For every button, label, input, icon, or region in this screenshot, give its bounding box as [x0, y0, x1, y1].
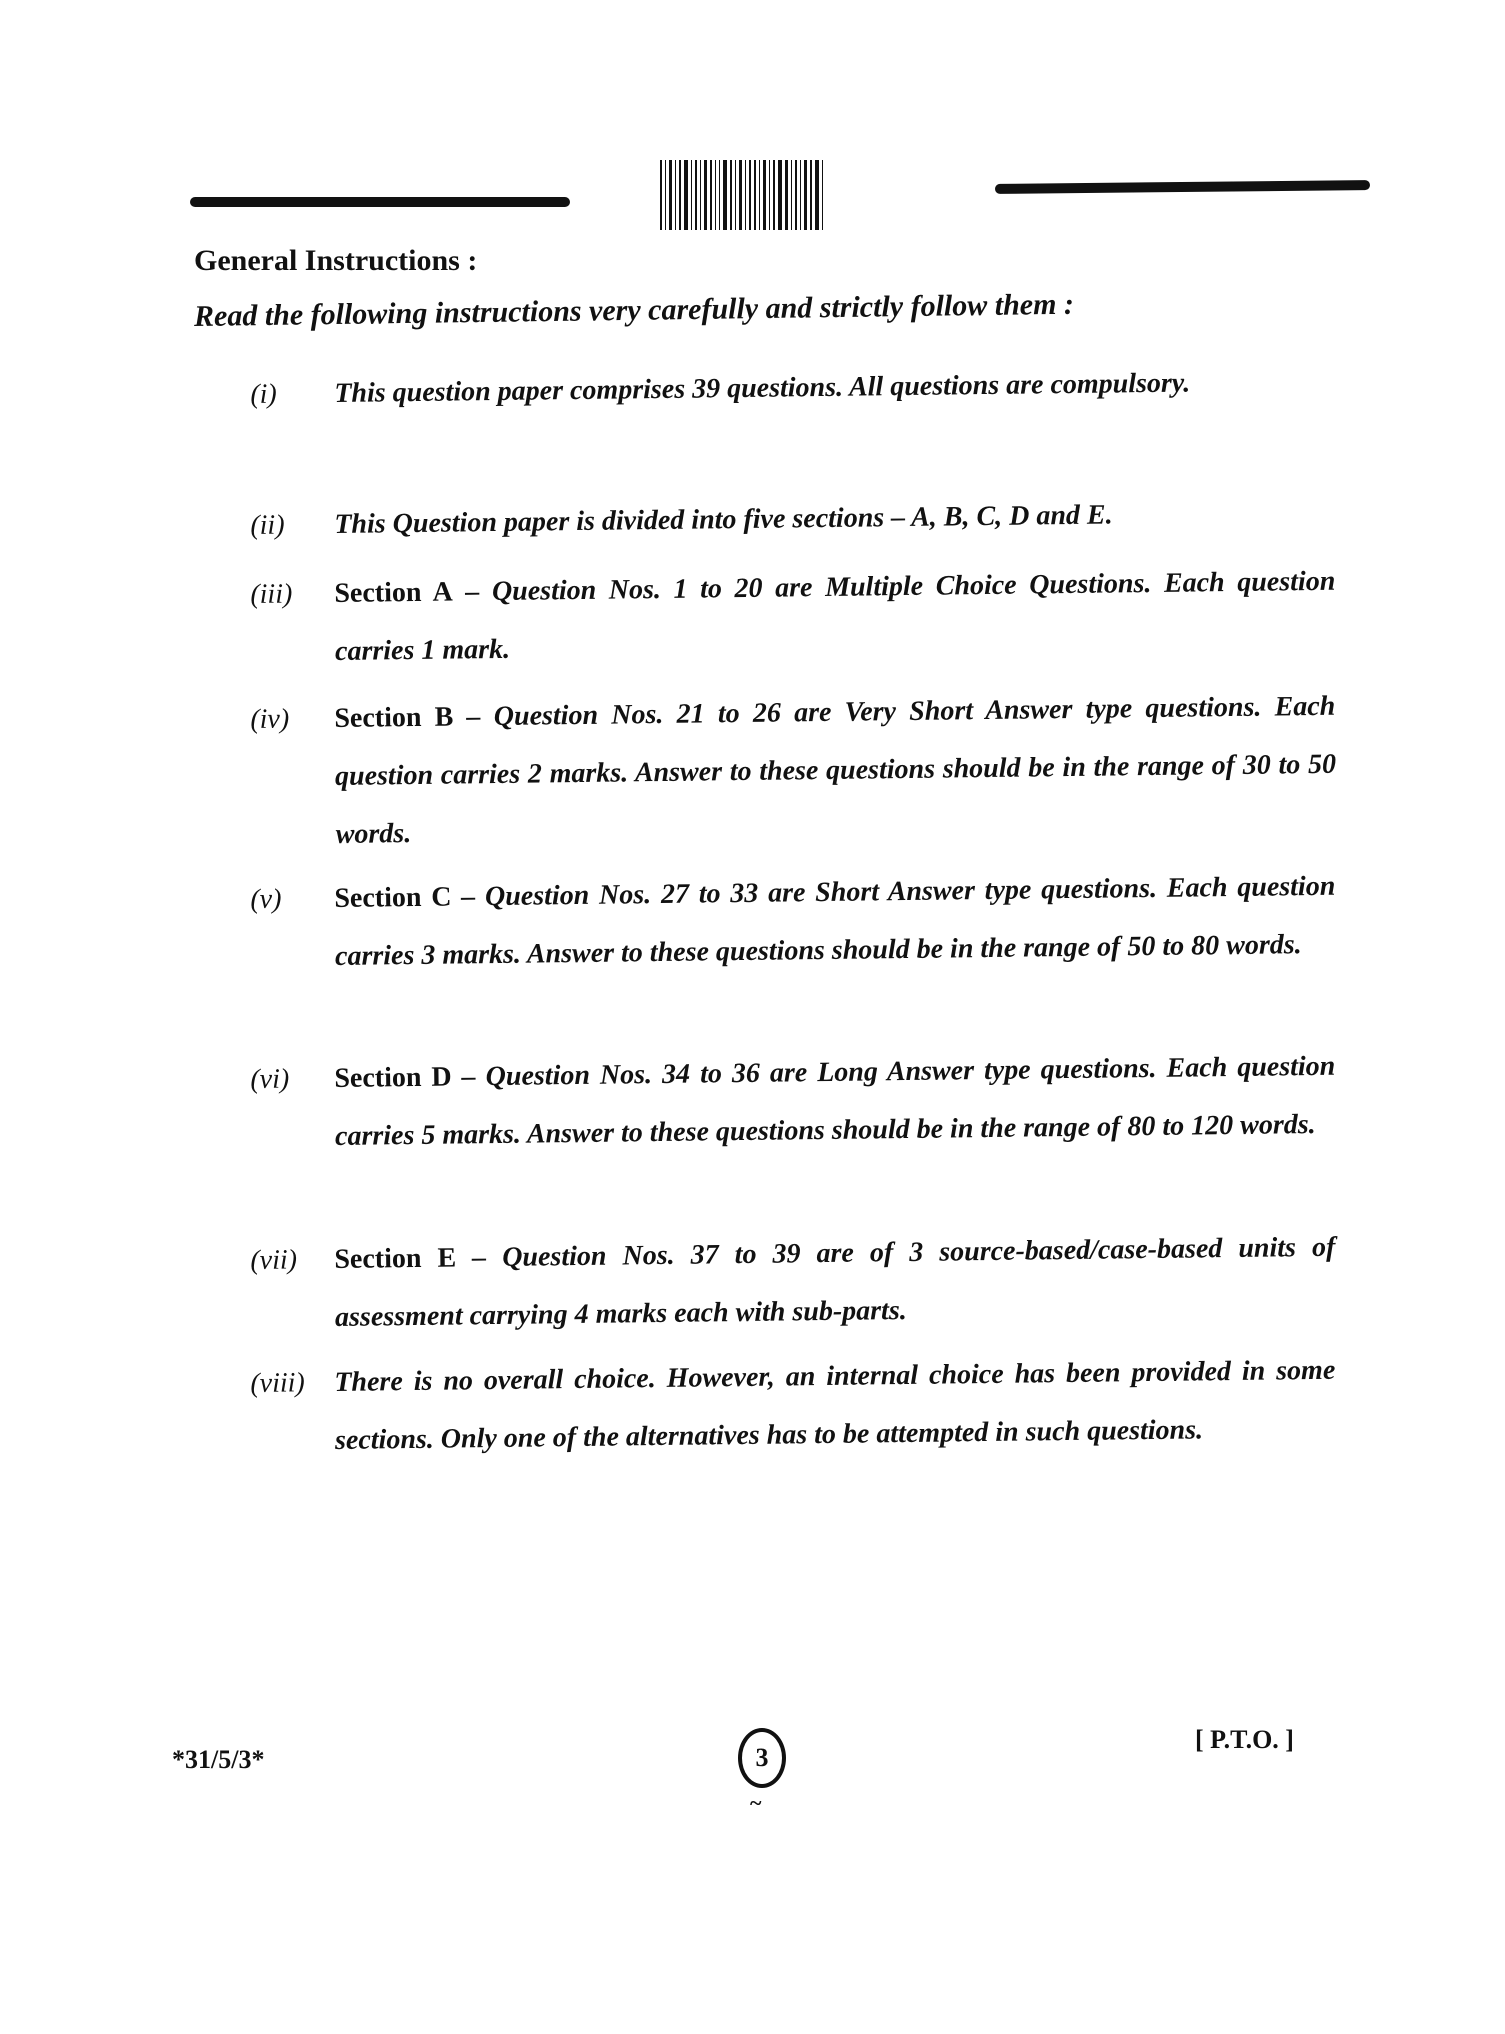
item-text: – Question Nos. 34 to 36 are Long Answer type questions. Each question carries 5 marks. Answer to these questions should be in the range of 80 to 120 words. [334, 1050, 1336, 1152]
instruction-item [250, 484, 1336, 555]
item-text: – Question Nos. 21 to 26 are Very Short Answer type questions. Each question carries 2 marks. Answer to these questions should be in the range of 30 to 50 words. [334, 690, 1337, 850]
header-rule-left [190, 197, 570, 207]
item-text: – Question Nos. 27 to 33 are Short Answer type questions. Each question carries 3 marks. Answer to these questions should be in the range of 50 to 80 words. [334, 870, 1336, 972]
instruction-item [250, 858, 1336, 987]
instruction-item [250, 1038, 1336, 1167]
tilde-mark: ~ [750, 1790, 762, 1815]
page-number: 3 [738, 1728, 786, 1788]
general-instructions-heading: General Instructions : [194, 244, 478, 277]
instruction-item [250, 678, 1337, 865]
section-label: Section B [334, 701, 454, 734]
item-text: This Question paper is divided into five sections – A, B, C, D and E. [334, 499, 1113, 540]
item-number: (iii) [250, 578, 293, 610]
item-text: This question paper comprises 39 questions. All questions are compulsory. [334, 367, 1191, 409]
section-label: Section D [334, 1061, 452, 1094]
instructions-subheading: Read the following instructions very carefully and strictly follow them : [193, 287, 1075, 333]
item-number: (i) [250, 378, 277, 410]
instruction-item [250, 553, 1336, 682]
section-label: Section A [334, 576, 453, 609]
item-number: (vii) [250, 1244, 298, 1276]
barcode [660, 160, 892, 230]
item-number: (ii) [250, 509, 285, 541]
instruction-item [250, 1342, 1336, 1471]
item-text: There is no overall choice. However, an internal choice has been provided in some sections. Only one of the alternatives has to be attempted in such questions. [334, 1354, 1336, 1456]
paper-code: *31/5/3* [172, 1745, 265, 1774]
item-text: – Question Nos. 1 to 20 are Multiple Choice Questions. Each question carries 1 mark. [334, 565, 1336, 667]
section-label: Section E [334, 1242, 457, 1275]
header-rule-right [995, 180, 1370, 194]
section-label: Section C [334, 881, 452, 914]
pto-label: [ P.T.O. ] [1195, 1725, 1294, 1754]
item-number: (v) [250, 883, 282, 915]
item-number: (iv) [250, 703, 290, 735]
item-text: – Question Nos. 37 to 39 are of 3 source-based/case-based units of assessment carrying 4 marks each with sub-parts. [334, 1231, 1336, 1333]
item-number: (vi) [250, 1063, 290, 1095]
instruction-item [250, 353, 1336, 424]
instruction-item [250, 1219, 1336, 1348]
item-number: (viii) [250, 1367, 305, 1399]
